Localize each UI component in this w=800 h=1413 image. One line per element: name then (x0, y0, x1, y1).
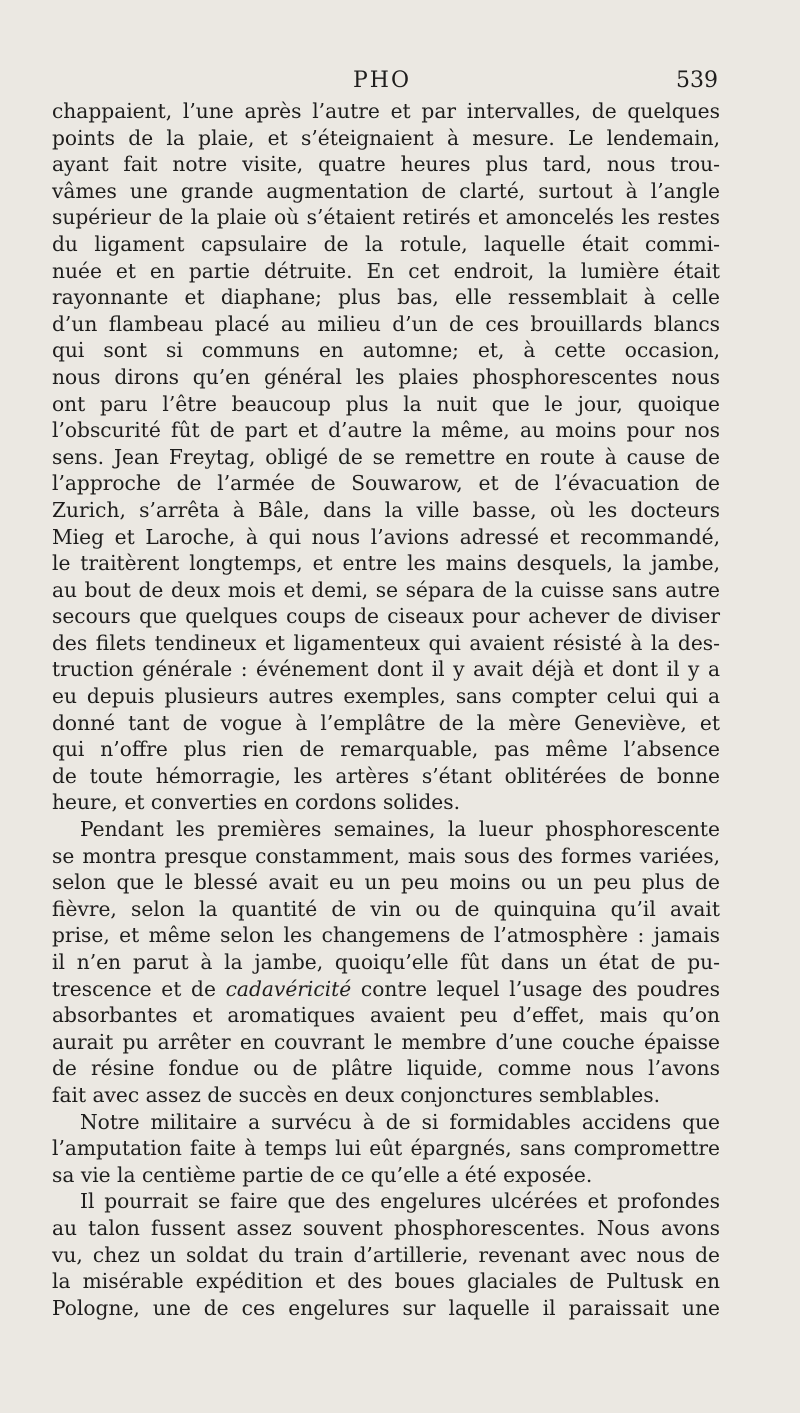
text-line: eu depuis plusieurs autres exemples, sans compter celui qui a (52, 684, 720, 709)
text-line: nous dirons qu’en général les plaies phosphorescentes nous (52, 364, 720, 389)
text-line: fait avec assez de succès en deux conjonctures semblables. (52, 1082, 661, 1107)
page-header (52, 68, 718, 102)
text-line: de toute hémorragie, les artères s’étant oblitérées de bonne (52, 763, 720, 788)
text-line: sens. Jean Freytag, obligé de se remettre en route à cause de (52, 444, 720, 469)
text-line: chappaient, l’une après l’autre et par intervalles, de quelques (52, 99, 720, 123)
text-line: au bout de deux mois et demi, se sépara de la cuisse sans autre (52, 577, 720, 602)
text-line: prise, et même selon les changemens de l’atmosphère : jamais (52, 923, 720, 948)
text-line: aurait pu arrêter en couvrant le membre d’une couche épaisse (52, 1029, 720, 1054)
text-line: Pologne, une de ces engelures sur laquelle il paraissait une (52, 1295, 720, 1320)
text-line: il n’en parut à la jambe, quoiqu’elle fût dans un état de pu- (52, 950, 720, 974)
text-line: Zurich, s’arrêta à Bâle, dans la ville basse, où les docteurs (52, 497, 720, 522)
text-line: ayant fait notre visite, quatre heures plus tard, nous trou- (52, 152, 720, 177)
text-line: rayonnante et diaphane; plus bas, elle ressemblait à celle (52, 285, 720, 310)
text-line: supérieur de la plaie où s’étaient retirés et amoncelés les restes (52, 205, 720, 230)
text-line: selon que le blessé avait eu un peu moins ou un peu plus de (52, 870, 720, 895)
text-line: Pendant les premières semaines, la lueur phosphorescente (80, 817, 720, 842)
text-line: du ligament capsulaire de la rotule, laquelle était commi- (52, 231, 720, 256)
text-line: fièvre, selon la quantité de vin ou de quinquina qu’il avait (52, 896, 720, 921)
text-line: trescence et de cadavéricité contre lequel l’usage des poudres (52, 976, 720, 1001)
text-line: truction générale : événement dont il y avait déjà et dont il y a (52, 657, 720, 682)
text-line: qui sont si communs en automne; et, à cette occasion, (52, 338, 720, 363)
text-line: points de la plaie, et s’éteignaient à mesure. Le lendemain, (52, 125, 720, 150)
text-line: l’amputation faite à temps lui eût épargnés, sans compromettre (52, 1136, 720, 1161)
text-line: qui n’offre plus rien de remarquable, pas même l’absence (52, 737, 720, 762)
text-line: l’approche de l’armée de Souwarow, et de l’évacuation de (52, 471, 720, 496)
text-line: la misérable expédition et des boues glaciales de Pultusk en (52, 1269, 720, 1294)
text-line: Mieg et Laroche, à qui nous l’avions adressé et recommandé, (52, 524, 720, 549)
text-line: vâmes une grande augmentation de clarté, surtout à l’angle (52, 178, 720, 203)
text-line: nuée et en partie détruite. En cet endroit, la lumière était (52, 258, 720, 283)
text-line: des filets tendineux et ligamenteux qui avaient résisté à la des- (52, 630, 720, 655)
text-line: le traitèrent longtemps, et entre les mains desquels, la jambe, (52, 551, 720, 576)
text-line: ont paru l’être beaucoup plus la nuit que le jour, quoique (52, 391, 720, 416)
text-line: au talon fussent assez souvent phosphorescentes. Nous avons (52, 1215, 720, 1240)
body-text (52, 98, 720, 1321)
text-line: heure, et converties en cordons solides. (52, 790, 461, 815)
text-line: donné tant de vogue à l’emplâtre de la mère Geneviève, et (52, 710, 720, 735)
page-number: 539 (676, 68, 718, 93)
text-line: d’un flambeau placé au milieu d’un de ces brouillards blancs (52, 311, 720, 336)
text-line: se montra presque constamment, mais sous des formes variées, (52, 843, 720, 868)
text-line: vu, chez un soldat du train d’artillerie, revenant avec nous de (52, 1242, 720, 1267)
text-line: Il pourrait se faire que des engelures ulcérées et profondes (80, 1189, 720, 1214)
text-line: Notre militaire a survécu à de si formidables accidens que (80, 1109, 720, 1134)
text-line: sa vie la centième partie de ce qu’elle a été exposée. (52, 1162, 593, 1187)
running-head: PHO (352, 68, 412, 93)
text-line: de résine fondue ou de plâtre liquide, comme nous l’avons (52, 1056, 720, 1081)
italic-term: cadavéricité (225, 976, 352, 1001)
text-line: secours que quelques coups de ciseaux pour achever de diviser (52, 604, 720, 629)
text-line: absorbantes et aromatiques avaient peu d’effet, mais qu’on (52, 1003, 720, 1028)
text-line: l’obscurité fût de part et d’autre la même, au moins pour nos (52, 418, 720, 443)
